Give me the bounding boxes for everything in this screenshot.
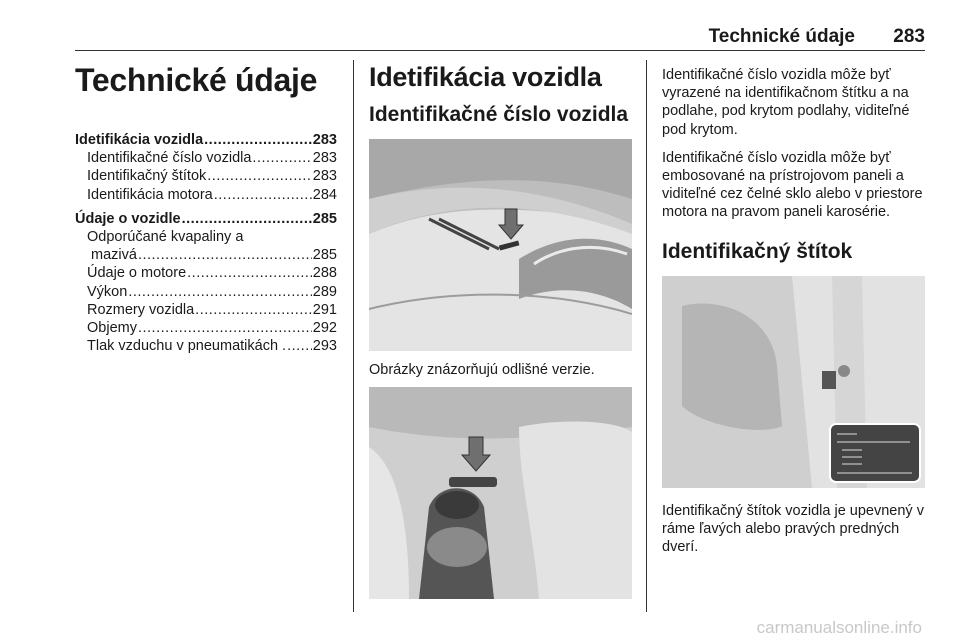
- toc-entry-page: 284: [312, 186, 337, 203]
- toc-entry-page: 291: [312, 301, 337, 318]
- toc-leader-dots: [187, 264, 312, 282]
- vin-floor-illustration: [369, 387, 632, 599]
- column-divider-2: [646, 60, 647, 612]
- toc-entry[interactable]: [75, 186, 337, 204]
- toc-entry[interactable]: [75, 319, 337, 337]
- toc-entry-label: Tlak vzduchu v pneumatikách .: [87, 338, 287, 355]
- toc-entry-label: Objemy: [87, 320, 137, 337]
- toc-entry-page: 293: [312, 338, 337, 355]
- id-plate-illustration: [662, 276, 925, 488]
- vin-paragraph-2: Identifikačné číslo vozidla môže byť embosované na prístrojovom paneli a viditeľné cez čelné sklo alebo v priestore motora na pravom paneli karosérie.: [662, 149, 923, 221]
- toc-entry[interactable]: [75, 264, 337, 282]
- toc-entry-label: Výkon: [87, 283, 128, 300]
- toc-entry-page: 285: [312, 210, 337, 227]
- toc-entry[interactable]: [75, 246, 337, 264]
- toc-leader-dots: [128, 283, 311, 301]
- toc-entry-page: 285: [312, 247, 337, 264]
- toc-entry-label: mazivá: [91, 247, 137, 264]
- toc-entry-page: 283: [312, 168, 337, 185]
- vin-windshield-illustration: [369, 139, 632, 351]
- section-title: Idetifikácia vozidla: [369, 62, 602, 92]
- toc-entry-label: Idetifikácia vozidla: [75, 132, 204, 148]
- toc-entry[interactable]: [75, 337, 337, 355]
- table-of-contents: [75, 131, 337, 355]
- toc-entry-label: Údaje o motore: [87, 265, 187, 282]
- toc-entry[interactable]: [75, 167, 337, 185]
- toc-entry[interactable]: [75, 131, 337, 149]
- toc-leader-dots: [195, 301, 312, 319]
- toc-entry-label: Identifikácia motora: [87, 186, 213, 203]
- toc-entry-label: Odporúčané kvapaliny a: [87, 229, 244, 246]
- toc-entry-label: Údaje o vozidle: [75, 210, 181, 227]
- middle-column: [369, 62, 632, 599]
- contents-column: [75, 62, 337, 355]
- toc-leader-dots: [207, 167, 312, 185]
- chapter-title: Technické údaje: [75, 62, 318, 98]
- toc-leader-dots: [287, 337, 312, 355]
- toc-leader-dots: [252, 149, 311, 167]
- toc-leader-dots: [182, 210, 312, 228]
- id-plate-heading: Identifikačný štítok: [662, 239, 853, 263]
- column-divider-1: [353, 60, 354, 612]
- toc-leader-dots: [138, 246, 312, 264]
- toc-leader-dots: [204, 131, 312, 149]
- toc-entry[interactable]: [75, 301, 337, 319]
- toc-leader-dots: [214, 186, 312, 204]
- running-header: [75, 26, 925, 50]
- toc-entry-page: 283: [312, 132, 337, 148]
- watermark: carmanualsonline.info: [756, 618, 922, 637]
- toc-entry[interactable]: [75, 210, 337, 228]
- vin-paragraph-1: Identifikačné číslo vozidla môže byť vyrazené na identifikačnom štítku a na podlahe, pod krytom podlahy, viditeľné pod krytom.: [662, 67, 910, 138]
- toc-entry[interactable]: [75, 283, 337, 301]
- toc-entry-label: Identifikačné číslo vozidla: [87, 150, 252, 167]
- header-title: Technické údaje: [708, 26, 855, 47]
- toc-entry-page: 289: [312, 283, 337, 300]
- vin-heading: Identifikačné číslo vozidla: [369, 103, 629, 126]
- illustration-caption: Obrázky znázorňujú odlišné verzie.: [369, 362, 595, 378]
- toc-entry-label: Rozmery vozidla: [87, 301, 195, 318]
- header-rule: [75, 50, 925, 51]
- toc-entry[interactable]: [75, 149, 337, 167]
- toc-entry-page: 292: [312, 320, 337, 337]
- toc-entry-page: 283: [312, 150, 337, 167]
- right-column: [662, 66, 927, 564]
- toc-entry[interactable]: [75, 228, 337, 246]
- toc-entry-label: Identifikačný štítok: [87, 168, 207, 185]
- id-plate-caption: Identifikačný štítok vozidla je upevnený v ráme ľavých alebo pravých predných dverí.: [662, 502, 924, 555]
- header-page-number: 283: [893, 26, 925, 47]
- toc-leader-dots: [138, 319, 312, 337]
- toc-entry-page: 288: [312, 265, 337, 282]
